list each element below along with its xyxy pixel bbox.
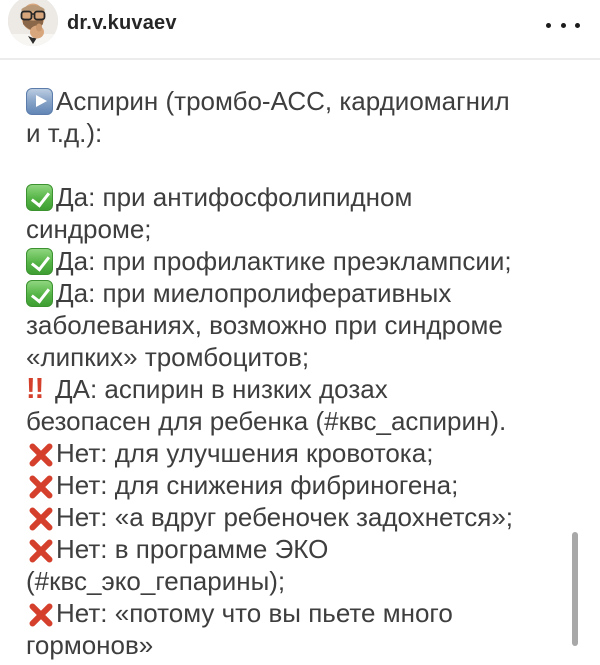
post-line-text: синдроме; [26,214,152,244]
avatar[interactable] [8,0,58,46]
cross-icon [26,601,54,628]
username[interactable]: dr.v.kuvaev [67,12,177,34]
more-dot-icon [575,23,580,28]
more-dot-icon [546,23,551,28]
cross-icon [26,505,54,532]
post-paragraph [26,149,578,181]
post-line [26,405,578,437]
post-line-text: и т.д.): [26,118,103,148]
post-line [26,629,578,661]
post-paragraph [26,501,578,533]
check-icon [26,280,53,307]
post-line [26,117,578,149]
post-paragraph [26,245,578,277]
post-line [26,341,578,373]
post-line-text: Нет: «потому что вы пьете много [56,598,453,628]
post-line [26,309,578,341]
post-caption [0,60,600,665]
double-exclamation-icon [26,376,50,403]
post-line-text: Нет: «а вдруг ребеночек задохнется»; [56,502,514,532]
cross-icon [26,537,54,564]
post-line-text: Нет: для снижения фибриногена; [56,470,459,500]
post-line [26,533,578,565]
post-paragraph [26,597,578,661]
post-line [26,213,578,245]
post-line [26,469,578,501]
post-line-text: (#квс_эко_гепарины); [26,566,286,596]
check-icon [26,248,53,275]
post-line [26,437,578,469]
cross-icon [26,441,54,468]
post-line [26,149,578,181]
post-line [26,501,578,533]
post-line [26,245,578,277]
post-line [26,373,578,405]
post-line-text: Нет: в программе ЭКО [56,534,329,564]
post-line-text: гормонов» [26,630,154,660]
post-paragraph [26,469,578,501]
post-line-text: «липких» тромбоцитов; [26,342,310,372]
scrollbar-thumb[interactable] [572,532,578,646]
post-line-text: заболеваниях, возможно при синдроме [26,310,503,340]
post-line [26,85,578,117]
post-line-text: безопасен для ребенка (#квс_аспирин). [26,406,507,436]
post-paragraph [26,181,578,245]
post-paragraph [26,533,578,597]
post-line [26,277,578,309]
more-dot-icon [561,23,566,28]
check-icon [26,184,53,211]
post-line-text: Нет: для улучшения кровотока; [56,438,434,468]
cross-icon [26,473,54,500]
post-line-text: ДА: аспирин в низких дозах [55,374,388,404]
post-line-text: Да: при антифосфолипидном [56,182,413,212]
avatar-image [8,0,58,46]
more-options-button[interactable] [546,17,580,33]
post-line-text: Да: при профилактике преэклампсии; [56,246,512,276]
post-paragraph [26,437,578,469]
post-line [26,597,578,629]
post-paragraph [26,373,578,437]
post-line-text: Аспирин (тромбо-АСС, кардиомагнил [56,86,510,116]
post-line [26,181,578,213]
post-paragraph [26,277,578,373]
post-line-text: Да: при миелопролиферативных [56,278,452,308]
play-icon [26,88,53,115]
post-paragraph [26,85,578,149]
post-header [0,0,600,58]
post-line [26,565,578,597]
